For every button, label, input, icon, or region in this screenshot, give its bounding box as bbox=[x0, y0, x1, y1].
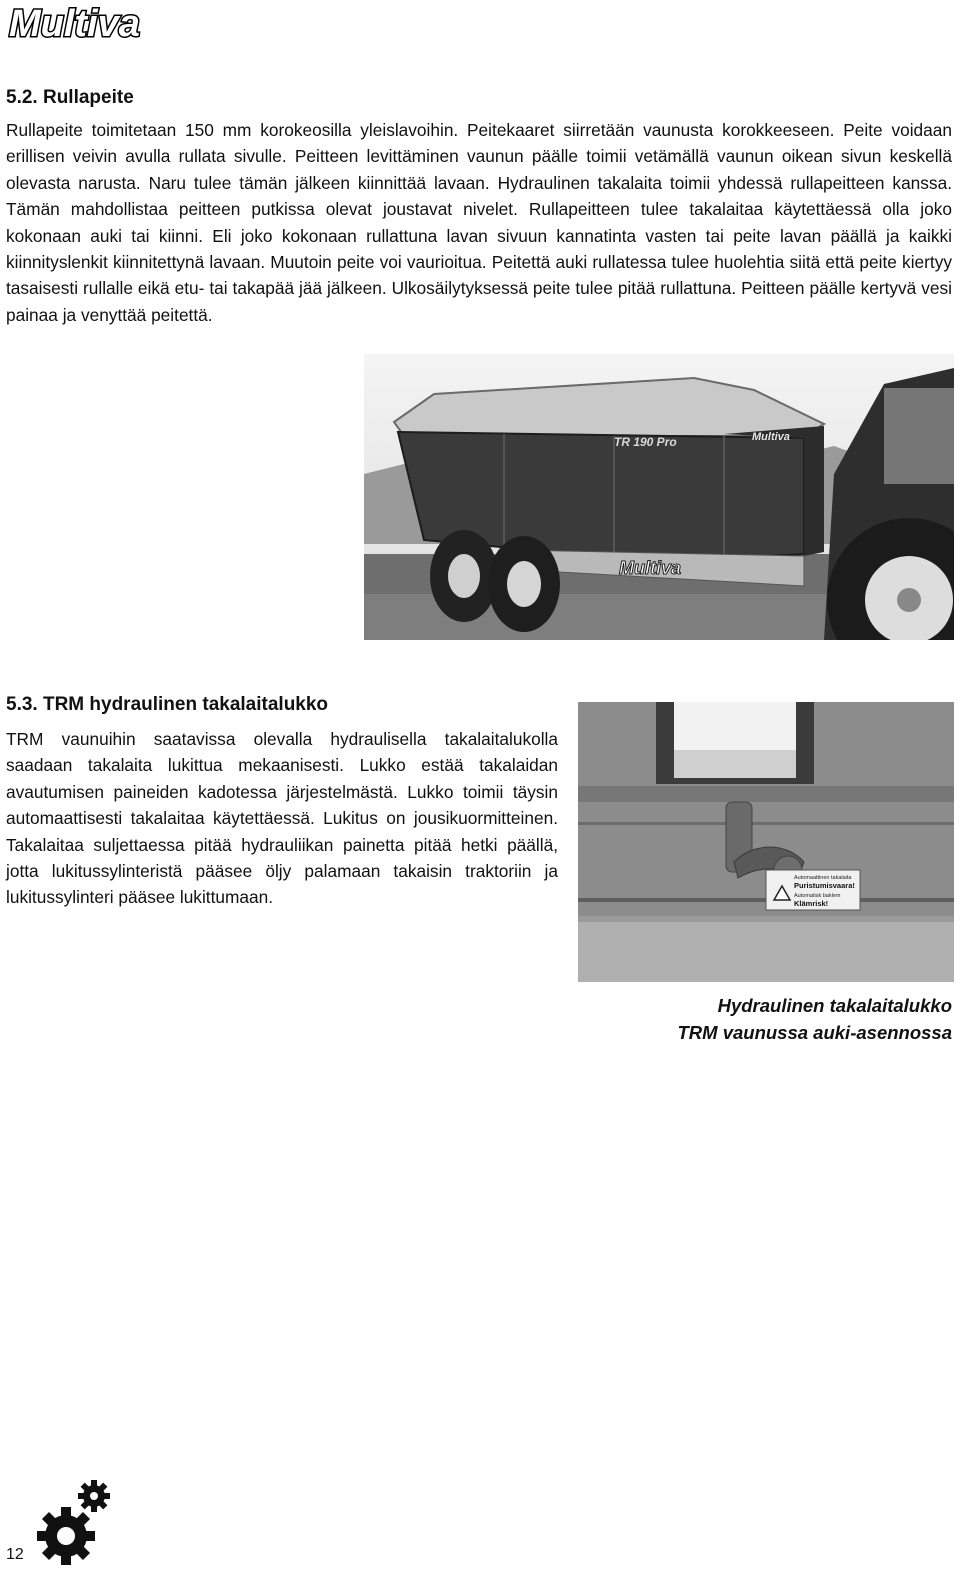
caption-line-1: Hydraulinen takalaitalukko bbox=[717, 995, 952, 1016]
trailer-front-brand: Multiva bbox=[752, 431, 790, 443]
section-heading-rullapeite: 5.2. Rullapeite bbox=[6, 87, 134, 108]
section-body-takalaitalukko: TRM vaunuihin saatavissa olevalla hydraulisella takalaitalukolla saadaan takalaita lukittua mekaanisesti. Lukko estää takalaidan avautumisen paineiden kadotessa järjestelmästä. Lukko toimii täysin automaattisesti takalaitaa käytettäessä. Lukitus on jousikuormitteinen. Takalaitaa suljettaessa pitää hydrauliikan painetta pitää hetki päällä, jotta lukitussylinteristä pääsee öljy palamaan takaisin traktoriin ja lukitussylinteri pääsee lukittumaan. bbox=[6, 729, 558, 908]
trailer-model-label: TR 190 Pro bbox=[614, 435, 677, 449]
sticker-line-1: Automaattinen takalaita bbox=[794, 875, 852, 881]
trailer-side-brand: Multiva bbox=[619, 558, 682, 578]
section-heading-takalaitalukko: 5.3. TRM hydraulinen takalaitalukko bbox=[6, 694, 329, 715]
gears-icon bbox=[36, 1480, 112, 1566]
sticker-line-2: Puristumisvaara! bbox=[794, 881, 855, 890]
multiva-logo bbox=[6, 2, 182, 44]
svg-text:Multiva: Multiva bbox=[9, 3, 140, 44]
sticker-line-3: Automatisk baklem bbox=[794, 893, 841, 899]
lock-photo bbox=[578, 702, 954, 982]
section-body-rullapeite: Rullapeite toimitetaan 150 mm korokeosilla yleislavoihin. Peitekaaret siirretään vaunusta korokkeeseen. Peite voidaan erillisen veivin avulla rullata sivulle. Peitteen levittäminen vaunun päälle toimii vetämällä vaunun oikean sivun keskellä olevasta narusta. Naru tulee tämän jälkeen kiinnittää lavaan. Hydraulinen takalaita toimii yhdessä rullapeitteen kanssa. Tämän mahdollistaa peitteen putkissa olevat joustavat nivelet. Rullapeitteen tulee takalaitaa käytettäessä olla joko kokonaan auki tai kiinni. Eli joko kokonaan rullattuna lavan sivuun kannatinta vasten tai peite lavan päällä ja kaikki kiinnityslenkit kiinnitettynä lavaan. Muutoin peite voi vaurioitua. Peitettä auki rullatessa tulee huolehtia siitä että peite kiertyy tasaisesti rullalle eikä etu- tai takapää jää jälkeen. Ulkosäilytyksessä peite tulee pitää rullattuna. Peitteen päälle kertyvä vesi painaa ja venyttää peitettä. bbox=[6, 120, 952, 325]
sticker-line-4: Klämrisk! bbox=[794, 899, 829, 908]
photo-caption bbox=[677, 992, 952, 1046]
page-number: 12 bbox=[6, 1546, 24, 1563]
caption-line-2: TRM vaunussa auki-asennossa bbox=[677, 1022, 952, 1043]
trailer-photo bbox=[364, 354, 954, 640]
